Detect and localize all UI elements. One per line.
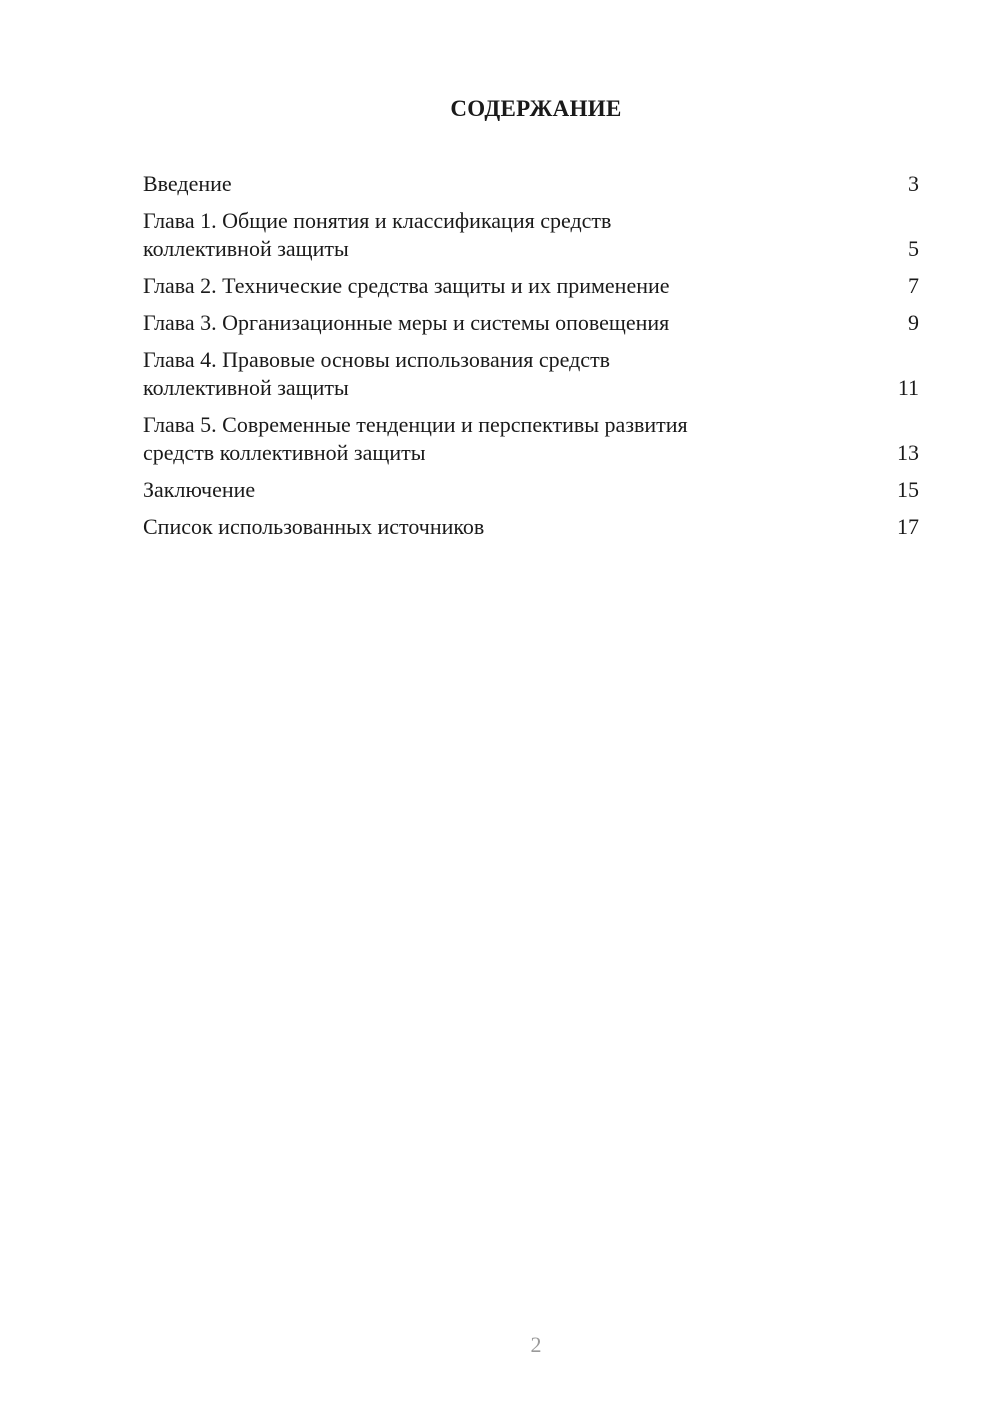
toc-entry-chapter-5[interactable] xyxy=(143,411,919,467)
page-title: СОДЕРЖАНИЕ xyxy=(450,96,622,121)
toc-entry-text xyxy=(143,346,919,402)
toc-entry-text xyxy=(143,207,919,263)
toc-entry-line: Глава 1. Общие понятия и классификация средств xyxy=(143,208,612,233)
toc-entry-conclusion[interactable] xyxy=(143,476,919,504)
toc-entry-line: Список использованных источников xyxy=(143,514,485,539)
toc-entry-chapter-3[interactable] xyxy=(143,309,919,337)
toc-entry-page-number: 15 xyxy=(897,477,919,502)
toc-entry-line: Глава 3. Организационные меры и системы оповещения xyxy=(143,310,670,335)
page-footer-number: 2 xyxy=(530,1332,542,1357)
toc-entry-page-number: 7 xyxy=(908,273,919,298)
toc-entry-text xyxy=(143,513,919,541)
toc-entry-page-number: 17 xyxy=(897,514,919,539)
toc-entry-chapter-1[interactable] xyxy=(143,207,919,263)
toc-entry-text xyxy=(143,309,919,337)
toc-entry-line: коллективной защиты xyxy=(143,236,349,261)
toc-entry-line: средств коллективной защиты xyxy=(143,440,426,465)
toc-entry-text xyxy=(143,170,919,198)
toc-entry-line: коллективной защиты xyxy=(143,375,349,400)
toc-entry-introduction[interactable] xyxy=(143,170,919,198)
toc-entry-text xyxy=(143,411,919,467)
toc-entry-line: Глава 5. Современные тенденции и перспективы развития xyxy=(143,412,688,437)
toc-entry-line: Заключение xyxy=(143,477,256,502)
toc-entry-text xyxy=(143,272,919,300)
toc-entry-page-number: 13 xyxy=(897,440,919,465)
toc-entry-page-number: 11 xyxy=(897,375,919,400)
toc-entry-references[interactable] xyxy=(143,513,919,541)
toc-entry-line: Глава 4. Правовые основы использования средств xyxy=(143,347,611,372)
table-of-contents xyxy=(143,170,919,550)
toc-entry-page-number: 5 xyxy=(908,236,919,261)
toc-entry-line: Введение xyxy=(143,171,232,196)
toc-entry-text xyxy=(143,476,919,504)
toc-entry-chapter-2[interactable] xyxy=(143,272,919,300)
toc-entry-page-number: 9 xyxy=(908,310,919,335)
toc-entry-page-number: 3 xyxy=(908,171,919,196)
toc-entry-chapter-4[interactable] xyxy=(143,346,919,402)
toc-entry-line: Глава 2. Технические средства защиты и их применение xyxy=(143,273,670,298)
